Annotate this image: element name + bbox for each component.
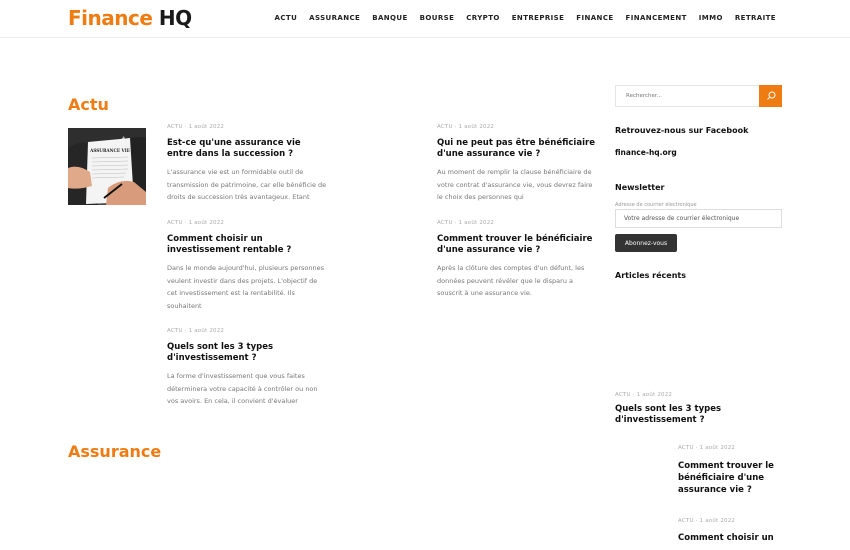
main-nav <box>275 14 776 22</box>
newsletter-heading: Newsletter <box>615 183 665 192</box>
nav-item-retraite[interactable]: RETRAITE <box>734 14 776 22</box>
article-category[interactable]: ACTU <box>167 328 183 334</box>
section-title-actu[interactable]: Actu <box>68 95 109 114</box>
recent-article-category[interactable]: ACTU <box>678 518 694 524</box>
article-category[interactable]: ACTU <box>437 124 453 130</box>
recent-article-item <box>678 518 778 544</box>
newsletter-subscribe-button[interactable]: Abonnez-vous <box>615 234 677 252</box>
article-meta: ACTU · 1 août 2022 <box>167 124 225 130</box>
article-excerpt: Au moment de remplir la clause bénéficiaire de votre contrat d'assurance vie, vous devrez faire le choix des personnes qui <box>437 168 593 201</box>
article-date: 1 août 2022 <box>458 220 495 226</box>
site-logo[interactable] <box>68 6 192 30</box>
nav-item-actu[interactable]: ACTU <box>274 14 298 22</box>
newsletter-email-field[interactable]: Votre adresse de courrier électronique <box>615 209 782 228</box>
recent-article-title[interactable]: Comment choisir un <box>678 533 774 543</box>
article-category[interactable]: ACTU <box>167 124 183 130</box>
article-date: 1 août 2022 <box>188 220 225 226</box>
recent-article-category[interactable]: ACTU <box>678 445 694 451</box>
recent-article-item <box>615 392 725 425</box>
nav-item-banque[interactable]: BANQUE <box>372 14 408 22</box>
article-title[interactable]: Comment choisir un investissement rentable ? <box>167 234 292 255</box>
document-signing-image <box>68 128 146 205</box>
article-date: 1 août 2022 <box>188 124 225 130</box>
recent-article-meta: ACTU · 1 août 2022 <box>678 445 736 451</box>
recent-article-title[interactable]: Comment trouver le bénéficiaire d'une assurance vie ? <box>678 461 774 495</box>
search-box <box>615 85 782 107</box>
recent-article-date: 1 août 2022 <box>699 518 736 524</box>
article-meta: ACTU · 1 août 2022 <box>437 124 495 130</box>
recent-article-meta: ACTU · 1 août 2022 <box>615 392 673 398</box>
nav-item-financement[interactable]: FINANCEMENT <box>625 14 687 22</box>
article-category[interactable]: ACTU <box>437 220 453 226</box>
recent-article-date: 1 août 2022 <box>699 445 736 451</box>
article-card <box>167 220 327 312</box>
recent-article-category[interactable]: ACTU <box>615 392 631 398</box>
search-input[interactable] <box>616 86 761 106</box>
logo-part-finance: Finance <box>68 6 153 30</box>
thumbnail-document-heading: ASSURANCE VIE <box>90 148 130 153</box>
search-button[interactable] <box>759 85 782 107</box>
article-title[interactable]: Est-ce qu'une assurance vie entre dans la succession ? <box>167 138 301 159</box>
article-excerpt: La forme d'investissement que vous faites déterminera votre capacité à contrôler ou non vos avoirs. En cela, il convient d'évaluer <box>167 372 318 405</box>
article-title[interactable]: Comment trouver le bénéficiaire d'une assurance vie ? <box>437 234 593 255</box>
article-date: 1 août 2022 <box>458 124 495 130</box>
article-meta: ACTU · 1 août 2022 <box>167 328 225 334</box>
article-meta: ACTU · 1 août 2022 <box>437 220 495 226</box>
article-card <box>167 328 327 408</box>
article-card <box>167 124 327 204</box>
newsletter-email-label: Adresse de courrier électronique <box>615 202 697 208</box>
site-header <box>0 0 850 38</box>
recent-articles-heading: Articles récents <box>615 271 686 280</box>
nav-item-crypto[interactable]: CRYPTO <box>466 14 500 22</box>
recent-article-item <box>678 445 778 496</box>
nav-item-assurance[interactable]: ASSURANCE <box>309 14 361 22</box>
nav-item-bourse[interactable]: BOURSE <box>419 14 455 22</box>
article-title[interactable]: Quels sont les 3 types d'investissement ? <box>167 342 274 363</box>
facebook-heading: Retrouvez-nous sur Facebook <box>615 126 749 135</box>
article-title[interactable]: Qui ne peut pas être bénéficiaire d'une assurance vie ? <box>437 138 595 159</box>
article-thumbnail[interactable] <box>68 128 146 205</box>
nav-item-finance[interactable]: FINANCE <box>576 14 614 22</box>
article-card <box>437 124 597 204</box>
article-date: 1 août 2022 <box>188 328 225 334</box>
recent-article-meta: ACTU · 1 août 2022 <box>678 518 736 524</box>
search-icon <box>766 91 776 101</box>
recent-article-date: 1 août 2022 <box>636 392 673 398</box>
article-category[interactable]: ACTU <box>167 220 183 226</box>
article-excerpt: L'assurance vie est un formidable outil de transmission de patrimoine, car elle bénéficie de droits de succession très avantageux. Etant <box>167 168 327 201</box>
nav-item-entreprise[interactable]: ENTREPRISE <box>511 14 565 22</box>
facebook-link[interactable]: finance-hq.org <box>615 148 677 157</box>
logo-part-hq: HQ <box>158 6 192 30</box>
article-card <box>437 220 597 300</box>
section-title-assurance[interactable]: Assurance <box>68 442 162 461</box>
article-meta: ACTU · 1 août 2022 <box>167 220 225 226</box>
recent-article-title[interactable]: Quels sont les 3 types d'investissement ? <box>615 404 722 425</box>
article-excerpt: Après la clôture des comptes d'un défunt, les données peuvent révéler que le disparu a souscrit à une assurance vie. <box>437 264 585 297</box>
nav-item-immo[interactable]: IMMO <box>698 14 723 22</box>
article-excerpt: Dans le monde aujourd'hui, plusieurs personnes veulent investir dans des projets. L'objectif de cet investissement est la rentabilité. Ils souhaitent <box>167 264 324 310</box>
